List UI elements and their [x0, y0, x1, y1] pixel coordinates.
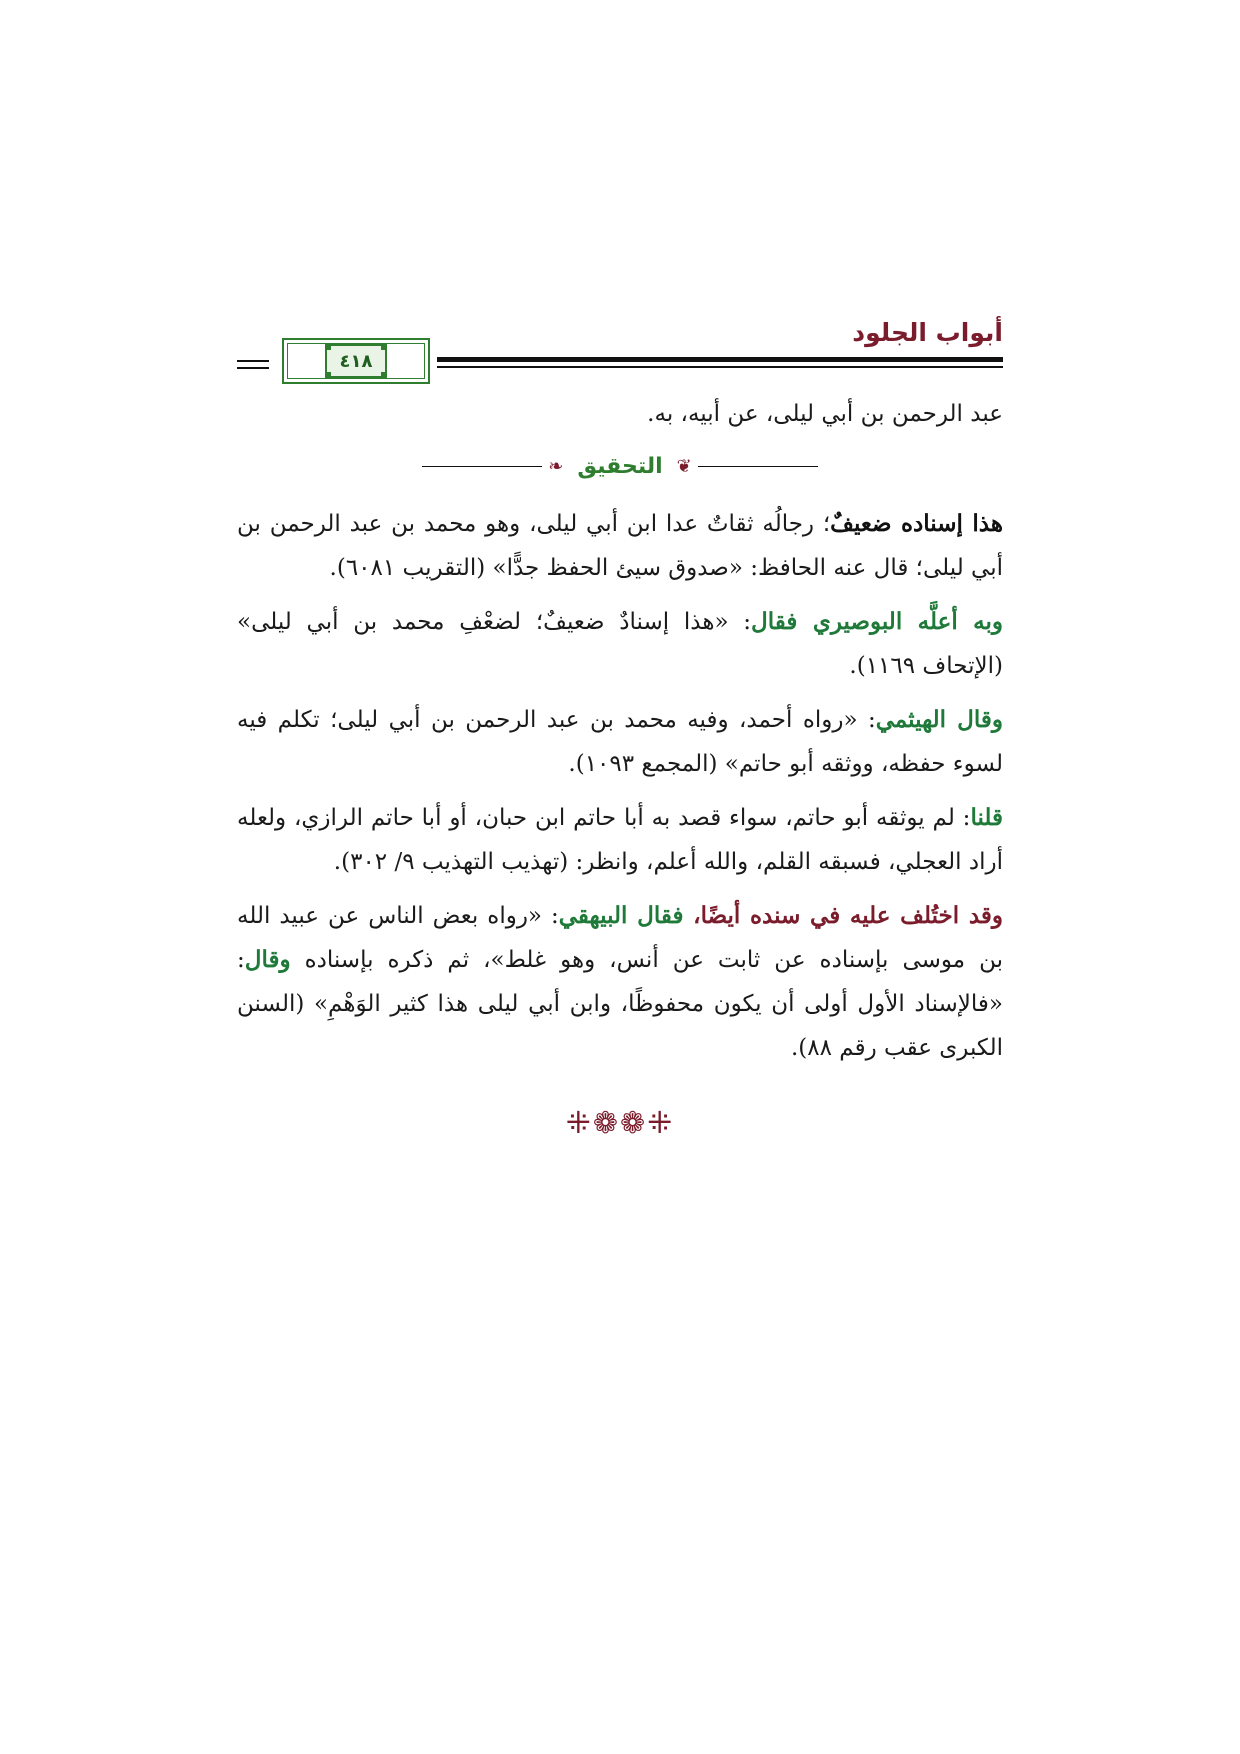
- page-number-badge: [282, 338, 430, 384]
- paragraph-busiri: [237, 600, 1003, 688]
- divider-line: [422, 466, 542, 467]
- page-header: [237, 300, 1003, 392]
- paragraph-text: ؛ رجالُه ثقاتٌ عدا ابن أبي ليلى، وهو محمد بن عبد الرحمن بن أبي ليلى؛ قال عنه الحافظ: «صدوق سيئ الحفظ جدًّا» (التقريب ٦٠٨١).: [237, 511, 1003, 581]
- paragraph-lead: قلنا: [970, 804, 1003, 831]
- paragraph-lead: وقد اختُلف عليه في سنده أيضًا،: [683, 902, 1003, 929]
- paragraph-lead-secondary: فقال البيهقي: [558, 902, 684, 929]
- paragraph-lead-tertiary: وقال: [244, 946, 291, 973]
- frame-corner-icon: [381, 372, 387, 378]
- divider-ornament-icon: ❧: [548, 455, 564, 477]
- paragraph-text: : «هذا إسنادٌ ضعيفٌ؛ لضعْفِ محمد بن أبي ليلى» (الإتحاف ١١٦٩).: [237, 609, 1003, 679]
- section-title: التحقيق: [577, 453, 663, 479]
- paragraph-text-continued: : «فالإسناد الأول أولى أن يكون محفوظًا، وابن أبي ليلى هذا كثير الوَهْمِ» (السنن الكبرى عقب رقم ٨٨).: [237, 947, 1003, 1061]
- end-ornament-icon: ⁜❁❁⁜: [565, 1106, 675, 1141]
- frame-corner-icon: [381, 344, 387, 350]
- paragraph-isnad: [237, 502, 1003, 590]
- divider-line: [698, 466, 818, 467]
- paragraph-lead: هذا إسناده ضعيفٌ: [830, 510, 1003, 537]
- paragraph-text: : لم يوثقه أبو حاتم، سواء قصد به أبا حاتم ابن حبان، أو أبا حاتم الرازي، ولعله أراد العجلي، فسبقه القلم، والله أعلم، وانظر: (تهذيب التهذيب ٩/ ٣٠٢).: [237, 805, 1003, 875]
- page: [237, 300, 1003, 1141]
- header-rule-thick: [437, 357, 1003, 362]
- header-rule-thin: [437, 366, 1003, 368]
- intro-line: عبد الرحمن بن أبي ليلى، عن أبيه، به.: [647, 401, 1003, 427]
- paragraph-lead: وبه أعلَّه البوصيري فقال: [751, 608, 1003, 635]
- paragraph-bayhaqi: [237, 894, 1003, 1070]
- page-number: ٤١٨: [339, 350, 373, 372]
- divider-ornament-icon: ❦: [676, 455, 692, 477]
- paragraph-text: : «رواه أحمد، وفيه محمد بن عبد الرحمن بن أبي ليلى؛ تكلم فيه لسوء حفظه، ووثقه أبو حاتم» (المجمع ١٠٩٣).: [237, 707, 1003, 777]
- paragraph-qulna: [237, 796, 1003, 884]
- paragraph-lead: وقال الهيثمي: [875, 706, 1003, 733]
- frame-corner-icon: [325, 344, 331, 350]
- header-rule-short: [237, 360, 269, 362]
- section-divider: [237, 452, 1003, 480]
- paragraph-haythami: [237, 698, 1003, 786]
- frame-corner-icon: [325, 372, 331, 378]
- chapter-title: أبواب الجلود: [852, 318, 1003, 347]
- paragraph-text: : «رواه بعض الناس عن عبيد الله بن موسى بإسناده عن ثابت عن أنس، وهو غلط»، ثم ذكره بإسناده: [237, 903, 1003, 973]
- page-number-frame: [325, 344, 387, 378]
- header-rule-short: [237, 367, 269, 369]
